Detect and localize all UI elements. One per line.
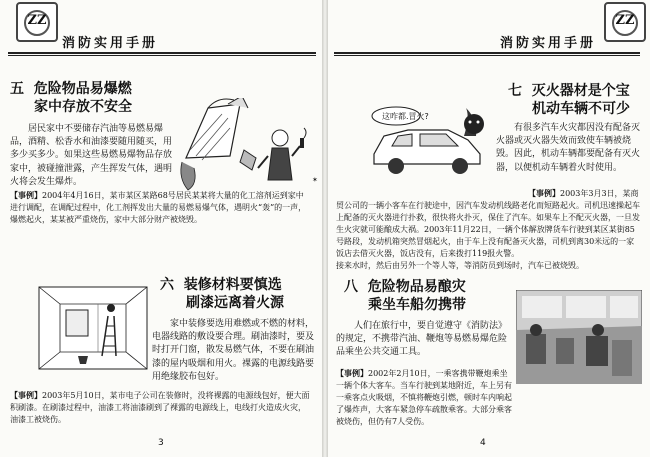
section6-title-line2: 刷漆远离着火源 (186, 295, 284, 311)
illustration-speech-bubble: 这咋都.冒火? (382, 112, 429, 121)
section7-body: 有很多汽车火灾都因没有配备灭火器或灭火器失效而致使车辆被烧毁。因此，机动车辆都要配备有灭火器，以便机动车辆着火时使用。 (496, 123, 641, 173)
right-page (328, 0, 650, 457)
section7-title-line2: 机动车辆不可少 (532, 101, 630, 117)
section7-case-head (528, 188, 644, 200)
section7-case-head-text: 2003年3月3日，某商 (560, 189, 639, 198)
header-rule-right (334, 52, 640, 54)
left-page-number: 3 (158, 438, 164, 448)
section8-case (336, 368, 512, 428)
section6-case-label: 【事例】 (10, 391, 42, 400)
section5-title-line2: 家中存放不安全 (34, 99, 132, 115)
section8-title (344, 278, 466, 296)
section6-case-text: 2003年5月10日，某市电子公司在装修时，没将裸露的电源线包好，便大面积刷漆。在刷漆过程中，油漆工将油漆刷到了裸露的电源线上，电线打火造成火灾，油漆工被烧伤。 (10, 391, 310, 424)
right-page-number: 4 (480, 438, 486, 448)
section8-case-label: 【事例】 (336, 369, 368, 378)
section8-number: 八 (344, 279, 358, 295)
svg-text:✶: ✶ (312, 176, 318, 184)
section7-case-label: 【事例】 (528, 189, 560, 198)
section5-case-label: 【事例】 (10, 191, 42, 200)
explosion-illustration (168, 98, 320, 194)
bus-interior-photo (516, 290, 642, 384)
fire-logo-icon: ZZ (16, 2, 58, 42)
section5-case-text: 2004年4月16日，某市某区某路68号居民某某将大量的化工溶剂运到家中进行调配，在调配过程中，化工剂挥发出大量的易燃易爆气体，遇明火“轰”的一声，爆燃起火，某某被严重烧伤，家中大部分财产被烧毁。 (10, 191, 307, 224)
section5-title-line1: 危险物品易爆燃 (33, 81, 132, 97)
section6-title-line1: 装修材料要慎选 (183, 277, 282, 293)
header-rule-thin (8, 55, 316, 56)
header-title: 消防实用手册 (62, 36, 159, 51)
section8-case-text: 2002年2月10日，一乘客携带鞭炮乘坐一辆个体大客车。当车行驶到某地附近，车上另有一乘客点火吸烟，不慎将鞭炮引燃，顿时车内响起了爆炸声，大客车紧急停车疏散乘客。大部分乘客被烧伤，但仍有7人受伤。 (336, 369, 512, 426)
fire-logo-icon-right: ZZ (604, 2, 646, 42)
section7-number: 七 (508, 83, 522, 99)
section7-case-tail: 接来水时，然后由另外一个等人等，等消防员到场时，汽车已被烧毁。 (336, 261, 584, 270)
section8-title-line2: 乘坐车船勿携带 (368, 297, 466, 313)
section8-body: 人们在旅行中，要自觉遵守《消防法》的规定，不携带汽油、鞭炮等易燃易爆危险品乘坐公共交通工具。 (336, 321, 508, 358)
section6-body: 家中装修要选用难燃或不燃的材料，电器线路的敷设要合理。刷油漆时，要及时打开门窗，散发易燃气体，不要在刷油漆的屋内吸烟和用火。裸露的电源线路要用绝缘胶布包好。 (152, 319, 315, 382)
section6-case (10, 390, 310, 426)
header-rule (8, 52, 316, 54)
section6-title (160, 276, 282, 294)
left-page (0, 0, 322, 457)
section5-case (10, 190, 310, 226)
section7-title (508, 82, 630, 100)
section5-title (10, 80, 132, 98)
header-title-right: 消防实用手册 (500, 36, 597, 51)
section8-title-line1: 危险物品易酿灾 (367, 279, 466, 295)
section5-body: 居民家中不要储存汽油等易燃易爆品，酒精、松香水和油漆要随用随买，用多少买多少。如果这些易燃易爆物品存放家中，被碰撞泄露，产生挥发气体，遇明火将会发生爆炸。 (10, 124, 173, 187)
section6-number: 六 (160, 277, 174, 293)
section7-title-line1: 灭火器材是个宝 (531, 83, 630, 99)
painting-room-illustration (38, 286, 148, 370)
section7-case-text: 贸公司的一辆小客车在行驶途中，因汽车发动机线路老化而短路起火。司机迅速操起车上配备的灭火器进行扑救，很快将火扑灭，保住了汽车。如果车上不配灭火器，一旦发生火灾就可能酿成大祸。2003年11月22日，一辆个体解放牌货车行驶到某区某街85号路段，发动机箱突然冒烟起火，由于车上没有配备灭火器，司机到离30米远的一家饭店去借灭火器，饭店没有，后来拨打119报火警。 (336, 201, 640, 258)
section5-number: 五 (10, 81, 24, 97)
header-rule-thin-right (334, 55, 640, 56)
